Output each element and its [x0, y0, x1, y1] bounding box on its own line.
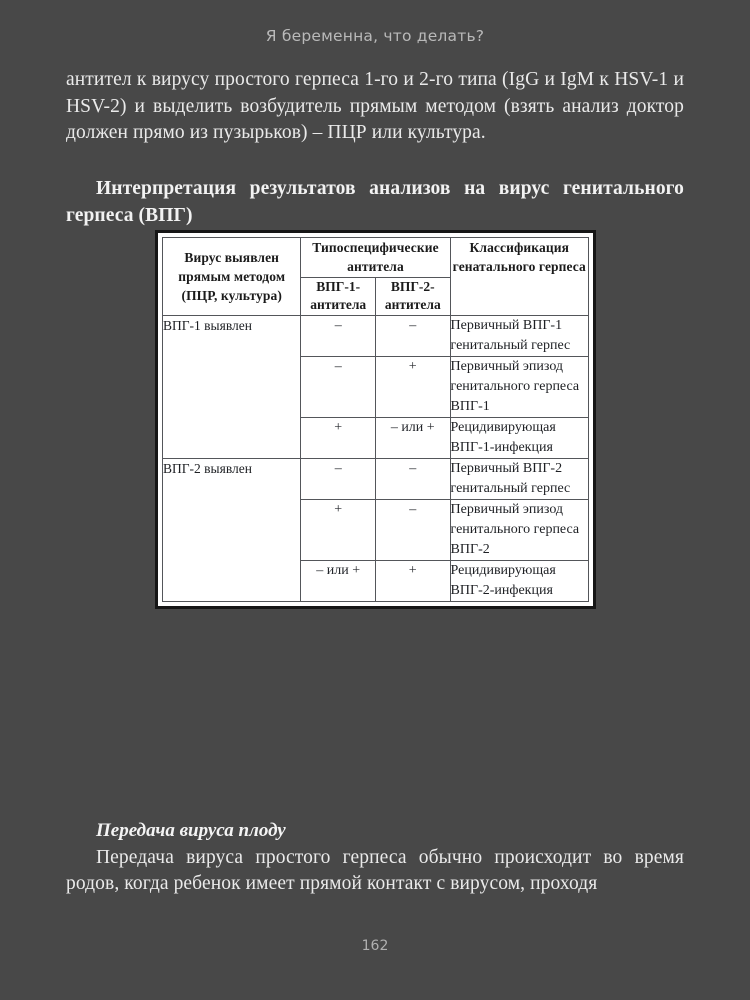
table-row [163, 316, 589, 357]
page-number: 162 [361, 938, 389, 954]
page-content-top [0, 67, 750, 229]
group-label-hsv2: ВПГ-2 выявлен [163, 459, 301, 602]
cell-hsv2-value: – [375, 459, 450, 500]
cell-hsv1-value: – [301, 357, 376, 418]
section-heading-transmission: Передача вируса плоду [96, 820, 286, 841]
header-virus-detected: Вирус выявлен прямым методом (ПЦР, культура) [163, 238, 301, 316]
table-header-row-1 [163, 238, 589, 278]
header-hsv1-antibodies: ВПГ-1-антитела [301, 278, 376, 316]
body-paragraph-top: антител к вирусу простого герпеса 1-го и 2-го типа (IgG и IgM к HSV-1 и HSV-2) и выделить возбудитель прямым методом (взять анализ доктор должен прямо из пузырьков) – ПЦР или культура. [66, 69, 684, 143]
cell-hsv2-value: – или + [375, 418, 450, 459]
cell-hsv1-value: – или + [301, 561, 376, 602]
cell-classification: Первичный ВПГ-2 генитальный герпес [450, 459, 588, 500]
page-content-bottom [0, 818, 750, 898]
section-subheading: Интерпретация результатов анализов на вирус генитального герпеса (ВПГ) [66, 177, 684, 226]
cell-hsv1-value: + [301, 500, 376, 561]
table-head [163, 238, 589, 316]
cell-classification: Первичный эпизод генитального герпеса ВПГ-1 [450, 357, 588, 418]
cell-classification: Рецидивирующая ВПГ-2-инфекция [450, 561, 588, 602]
interpretation-table-wrap [155, 230, 596, 609]
cell-classification: Рецидивирующая ВПГ-1-инфекция [450, 418, 588, 459]
cell-hsv2-value: – [375, 316, 450, 357]
header-hsv2-antibodies: ВПГ-2-антитела [375, 278, 450, 316]
cell-hsv1-value: – [301, 459, 376, 500]
cell-hsv1-value: + [301, 418, 376, 459]
table-frame [155, 230, 596, 609]
body-paragraph-bottom: Передача вируса простого герпеса обычно происходит во время родов, когда ребенок имеет прямой контакт с вирусом, проходя [66, 846, 684, 894]
group-label-hsv1: ВПГ-1 выявлен [163, 316, 301, 459]
cell-hsv2-value: + [375, 357, 450, 418]
hsv-interpretation-table [162, 237, 589, 602]
cell-hsv1-value: – [301, 316, 376, 357]
cell-hsv2-value: + [375, 561, 450, 602]
table-row [163, 459, 589, 500]
cell-hsv2-value: – [375, 500, 450, 561]
header-typespecific-antibodies: Типоспецифические антитела [301, 238, 450, 278]
running-head: Я беременна, что делать? [265, 27, 485, 45]
cell-classification: Первичный эпизод генитального герпеса ВПГ-2 [450, 500, 588, 561]
table-body [163, 316, 589, 602]
header-classification: Классификация генатального герпеса [450, 238, 588, 316]
cell-classification: Первичный ВПГ-1 генитальный герпес [450, 316, 588, 357]
